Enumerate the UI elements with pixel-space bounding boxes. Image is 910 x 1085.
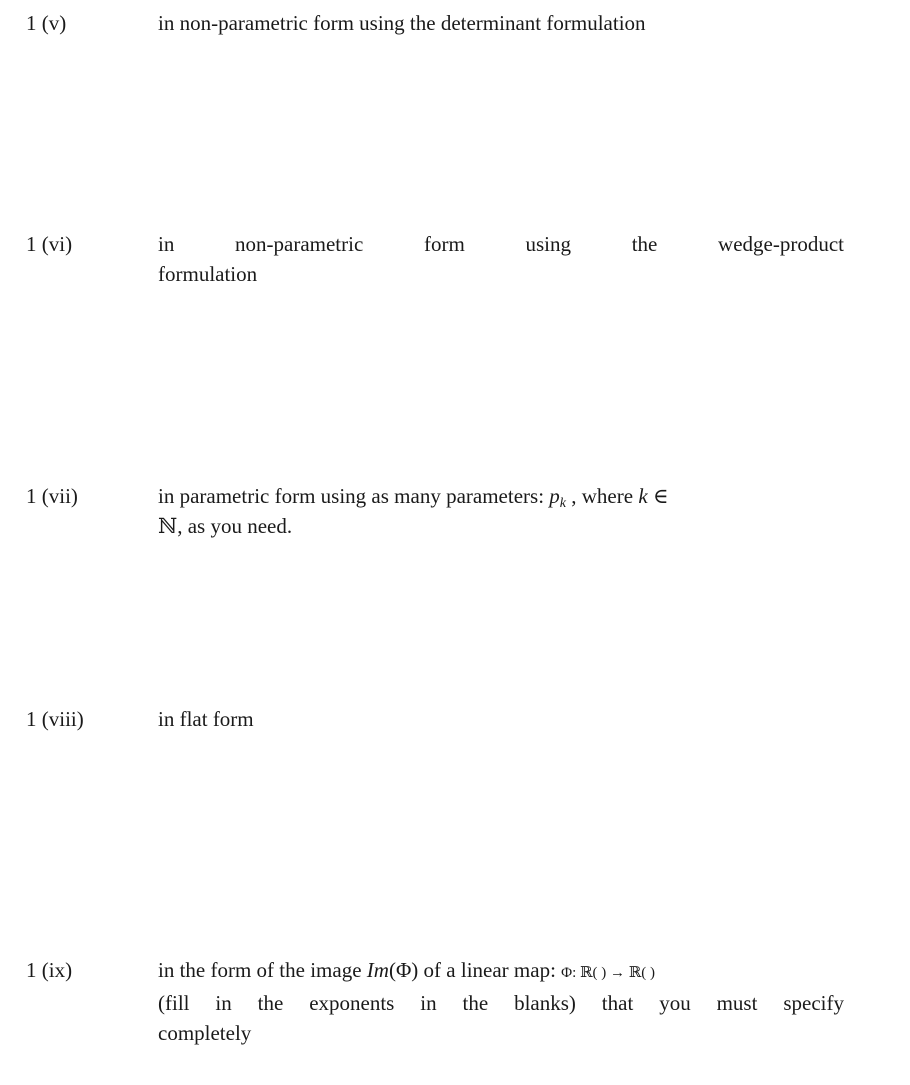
question-text-line: in flat form xyxy=(158,707,254,731)
question-text-line: (fill in the exponents in the blanks) that you must specify xyxy=(158,991,844,1015)
text-segment: , where xyxy=(566,484,639,508)
question-number: 1 (vi) xyxy=(26,232,73,256)
question-number: 1 (v) xyxy=(26,11,67,35)
text-segment: in parametric form using as many parameters: xyxy=(158,484,550,508)
element-of-symbol: ∈ xyxy=(647,484,669,508)
question-number: 1 (ix) xyxy=(26,958,73,982)
parameter-symbol xyxy=(549,484,566,511)
question-text-line: formulation xyxy=(158,262,258,286)
image-operator: Im xyxy=(366,958,389,982)
question-text-line xyxy=(158,481,844,511)
question-text-line: completely xyxy=(158,1021,252,1045)
question-text xyxy=(158,8,844,38)
question-text-line: in non-parametric form using the determinant formulation xyxy=(158,11,646,35)
question-text-line xyxy=(158,955,844,988)
question-number: 1 (vii) xyxy=(26,484,78,508)
text-segment: in the form of the image xyxy=(158,958,367,982)
question-number: 1 (viii) xyxy=(26,707,84,731)
question-text-line: ℕ, as you need. xyxy=(158,514,293,538)
image-argument: (Φ) xyxy=(388,958,419,982)
parameter-base: p xyxy=(549,484,560,508)
text-segment: of a linear map: xyxy=(418,958,562,982)
question-text-line: in non-parametric form using the wedge-product xyxy=(158,232,844,256)
question-text xyxy=(158,704,844,734)
parameter-subscript: k xyxy=(559,496,566,511)
k-variable: k xyxy=(638,484,648,508)
linear-map-signature: Φ: ℝ( ) → ℝ( ) xyxy=(561,965,655,981)
question-text xyxy=(158,955,844,1048)
question-text xyxy=(158,481,844,541)
question-text xyxy=(158,229,844,289)
